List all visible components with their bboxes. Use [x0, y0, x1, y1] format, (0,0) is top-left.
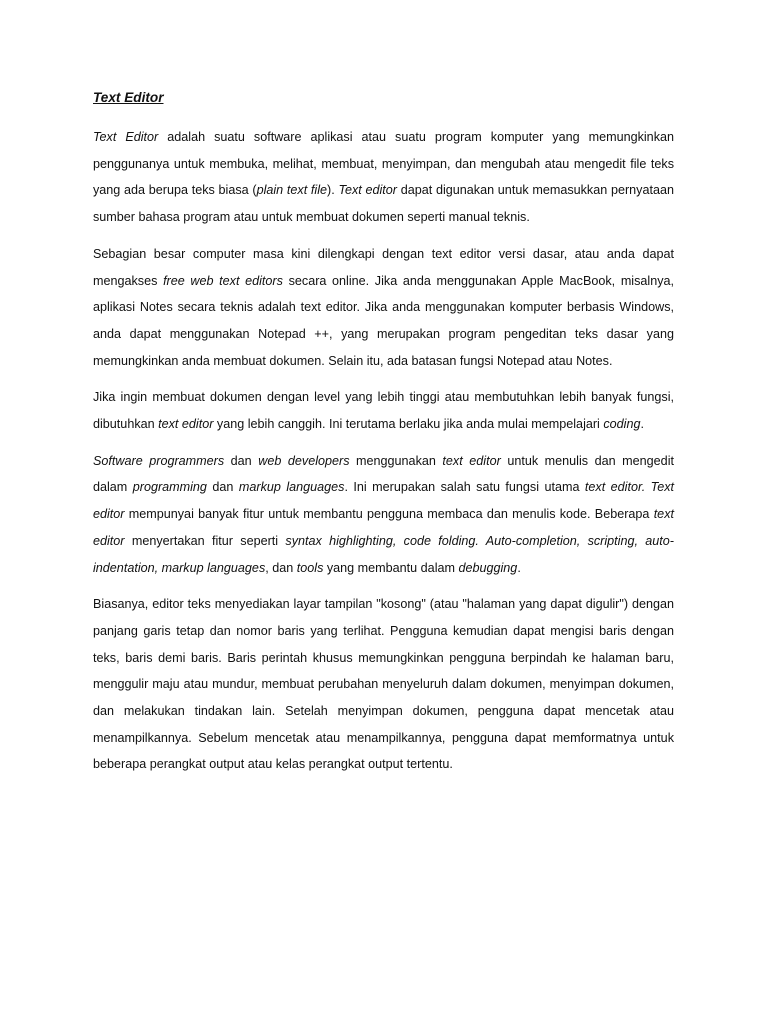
italic-text-run: text editor [93, 507, 674, 548]
text-run: mempunyai banyak fitur untuk membantu pengguna membaca dan menulis kode. Beberapa [124, 507, 654, 522]
paragraph-3 [93, 384, 674, 437]
italic-text-run: tools [296, 560, 324, 575]
document-title: Text Editor [93, 90, 164, 105]
italic-text-run: Text Editor [93, 130, 159, 144]
text-run: secara online. Jika anda menggunakan Apple MacBook, misalnya, aplikasi Notes secara teknis adalah text editor. Jika anda menggunakan komputer berbasis Windows, anda dapat menggunakan Notepad ++, yang merupakan program pengeditan teks dasar yang memungkinkan anda membuat dokumen. Selain itu, ada batasan fungsi Notepad atau Notes. [93, 273, 675, 368]
text-run: dan [206, 480, 239, 495]
text-run: dapat digunakan untuk memasukkan pernyataan sumber bahasa program atau untuk membuat dokumen seperti manual teknis. [93, 183, 674, 225]
text-run: , dan [265, 560, 297, 575]
text-run: . Ini merupakan salah satu fungsi utama [344, 480, 585, 495]
italic-text-run: coding [603, 417, 641, 432]
italic-text-run: syntax highlighting, code folding. Auto-completion, scripting, auto-indentation, markup languages [93, 533, 674, 575]
document-page [93, 88, 674, 788]
italic-text-run: programming [132, 480, 207, 495]
paragraph-5 [93, 591, 674, 778]
text-run: . [640, 417, 644, 432]
italic-text-run: text editor. Text editor [93, 480, 674, 522]
text-run: Sebagian besar computer masa kini dilengkapi dengan text editor versi dasar, atau anda dapat mengakses [93, 246, 674, 288]
text-run: yang membantu dalam [323, 560, 459, 575]
italic-text-run: Text editor [338, 183, 397, 198]
text-run: yang lebih canggih. Ini terutama berlaku jika anda mulai mempelajari [213, 417, 604, 432]
text-run: ). [327, 183, 339, 198]
text-run: dan [224, 453, 259, 468]
text-run: menggunakan [349, 453, 443, 468]
italic-text-run: web developers [258, 453, 350, 468]
italic-text-run: debugging [458, 560, 518, 575]
paragraph-1 [93, 124, 674, 231]
italic-text-run: Software programmers [93, 453, 225, 468]
text-run: Jika ingin membuat dokumen dengan level yang lebih tinggi atau membutuhkan lebih banyak fungsi, dibutuhkan [93, 390, 674, 432]
text-run: untuk menulis dan mengedit dalam [93, 453, 674, 495]
text-run: adalah suatu software aplikasi atau suatu program komputer yang memungkinkan penggunanya untuk membuka, melihat, membuat, menyimpan, dan mengubah atau mengedit file teks yang ada berupa teks biasa ( [93, 130, 674, 198]
italic-text-run: plain text file [256, 183, 328, 198]
italic-text-run: markup languages [238, 480, 345, 495]
text-run: . [517, 560, 521, 575]
text-run: menyertakan fitur seperti [124, 533, 286, 548]
paragraph-2 [93, 241, 674, 375]
italic-text-run: free web text editors [163, 273, 283, 288]
text-run: Biasanya, editor teks menyediakan layar tampilan "kosong" (atau "halaman yang dapat digulir") dengan panjang garis tetap dan nomor baris yang terlihat. Pengguna kemudian dapat mengisi baris dengan teks, baris demi baris. Baris perintah khusus memungkinkan pengguna berpindah ke halaman baru, menggulir maju atau mundur, membuat perubahan menyeluruh dalam dokumen, menyimpan dokumen, dan melakukan tindakan lain. Setelah menyimpan dokumen, pengguna dapat mencetak atau menampilkannya. Sebelum mencetak atau menampilkannya, pengguna dapat memformatnya untuk beberapa perangkat output atau kelas perangkat output tertentu. [93, 597, 674, 772]
italic-text-run: text editor [158, 417, 214, 432]
paragraph-4 [93, 448, 674, 582]
italic-text-run: text editor [442, 453, 501, 468]
